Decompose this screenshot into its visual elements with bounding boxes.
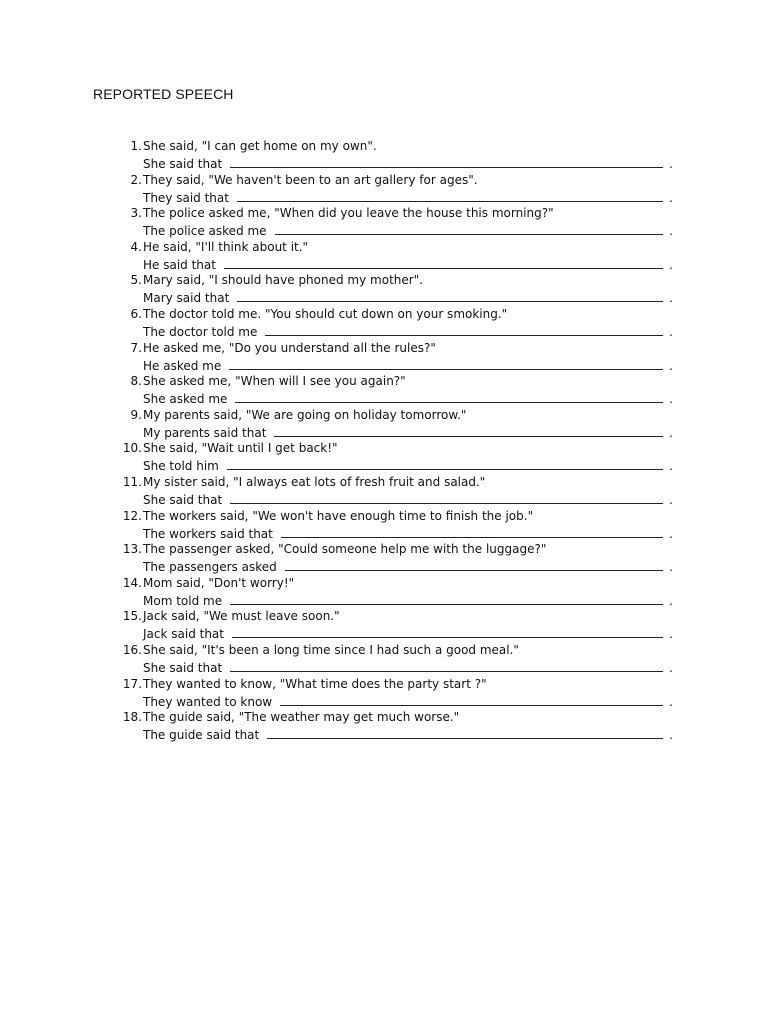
answer-blank[interactable] bbox=[274, 424, 663, 437]
answer-row bbox=[143, 525, 673, 541]
direct-speech-sentence: The doctor told me. "You should cut down on your smoking." bbox=[143, 306, 508, 321]
answer-blank[interactable] bbox=[227, 457, 663, 470]
answer-stem: She said that bbox=[143, 157, 223, 171]
exercise-item bbox=[118, 339, 678, 373]
answer-stem: They wanted to know bbox=[143, 694, 273, 709]
answer-period: . bbox=[669, 358, 673, 373]
answer-row bbox=[143, 558, 673, 574]
item-number: 2. bbox=[130, 172, 142, 187]
item-number: 8. bbox=[130, 374, 142, 389]
direct-speech-sentence: She said, "It's been a long time since I had such a good meal." bbox=[143, 642, 519, 657]
item-number: 5. bbox=[130, 273, 142, 288]
item-number: 7. bbox=[130, 340, 142, 355]
exercise-item bbox=[118, 708, 678, 742]
answer-stem: The doctor told me bbox=[143, 324, 258, 339]
answer-blank[interactable] bbox=[281, 525, 663, 538]
direct-speech-sentence: She said, "Wait until I get back!" bbox=[143, 441, 338, 456]
direct-speech-sentence: They said, "We haven't been to an art gallery for ages". bbox=[143, 172, 478, 187]
answer-blank[interactable] bbox=[237, 289, 663, 302]
answer-stem: Jack said that bbox=[143, 627, 224, 642]
answer-period: . bbox=[669, 425, 673, 440]
answer-blank[interactable] bbox=[275, 222, 664, 235]
direct-speech-sentence: My parents said, "We are going on holiday tomorrow." bbox=[143, 407, 467, 422]
direct-speech-sentence: Mary said, "I should have phoned my mother". bbox=[143, 273, 424, 288]
item-number: 14. bbox=[122, 575, 142, 590]
exercise-item bbox=[118, 171, 678, 205]
answer-stem: The workers said that bbox=[143, 526, 273, 541]
direct-speech-sentence: Mom said, "Don't worry!" bbox=[143, 575, 295, 590]
item-number: 4. bbox=[130, 239, 142, 254]
answer-row bbox=[143, 357, 673, 373]
answer-row bbox=[143, 390, 673, 406]
direct-speech-sentence: The police asked me, "When did you leave the house this morning?" bbox=[143, 206, 554, 221]
answer-period: . bbox=[669, 224, 673, 239]
answer-stem: He asked me bbox=[143, 358, 222, 373]
item-number: 3. bbox=[130, 206, 142, 221]
answer-stem: Mary said that bbox=[143, 291, 230, 306]
answer-blank[interactable] bbox=[267, 726, 663, 739]
answer-blank[interactable] bbox=[237, 189, 663, 202]
item-number: 15. bbox=[122, 609, 142, 624]
exercise-item bbox=[118, 137, 678, 171]
item-number: 10. bbox=[122, 441, 142, 456]
answer-row bbox=[143, 457, 673, 473]
answer-row bbox=[143, 592, 673, 608]
answer-period: . bbox=[669, 560, 673, 575]
answer-period: . bbox=[669, 257, 673, 272]
answer-period: . bbox=[669, 291, 673, 306]
direct-speech-sentence: Jack said, "We must leave soon." bbox=[143, 609, 340, 624]
answer-blank[interactable] bbox=[224, 256, 663, 269]
answer-stem: Mom told me bbox=[143, 593, 223, 608]
answer-period: . bbox=[669, 459, 673, 474]
answer-period: . bbox=[669, 660, 673, 675]
answer-period: . bbox=[669, 492, 673, 507]
answer-period: . bbox=[669, 593, 673, 608]
answer-stem: He said that bbox=[143, 257, 216, 272]
page-title: REPORTED SPEECH bbox=[93, 86, 234, 102]
answer-stem: She said that bbox=[143, 660, 223, 675]
direct-speech-sentence: The guide said, "The weather may get much worse." bbox=[143, 710, 460, 725]
answer-row bbox=[143, 323, 673, 339]
exercise-item bbox=[118, 473, 678, 507]
answer-period: . bbox=[669, 627, 673, 642]
exercise-item bbox=[118, 540, 678, 574]
answer-blank[interactable] bbox=[230, 592, 663, 605]
answer-period: . bbox=[669, 157, 673, 171]
exercise-item bbox=[118, 238, 678, 272]
answer-period: . bbox=[669, 728, 673, 743]
answer-row bbox=[143, 155, 673, 171]
item-number: 12. bbox=[122, 508, 142, 523]
exercise-item bbox=[118, 641, 678, 675]
direct-speech-sentence: She asked me, "When will I see you again?" bbox=[143, 374, 406, 389]
answer-period: . bbox=[669, 392, 673, 407]
exercise-item bbox=[118, 204, 678, 238]
answer-stem: She told him bbox=[143, 459, 219, 474]
exercise-item bbox=[118, 607, 678, 641]
answer-stem: The guide said that bbox=[143, 728, 260, 743]
answer-stem: They said that bbox=[143, 190, 229, 205]
exercise-item bbox=[118, 271, 678, 305]
answer-row bbox=[143, 726, 673, 742]
answer-period: . bbox=[669, 526, 673, 541]
answer-blank[interactable] bbox=[229, 357, 663, 370]
exercise-item bbox=[118, 574, 678, 608]
answer-row bbox=[143, 693, 673, 709]
answer-blank[interactable] bbox=[232, 625, 663, 638]
answer-stem: She asked me bbox=[143, 392, 228, 407]
item-number: 17. bbox=[122, 676, 142, 691]
item-number: 11. bbox=[122, 474, 142, 489]
item-number: 13. bbox=[122, 542, 142, 557]
direct-speech-sentence: They wanted to know, "What time does the party start ?" bbox=[143, 676, 487, 691]
direct-speech-sentence: The passenger asked, "Could someone help me with the luggage?" bbox=[143, 542, 547, 557]
answer-stem: The passengers asked bbox=[143, 560, 277, 575]
answer-blank[interactable] bbox=[265, 323, 663, 336]
exercise-item bbox=[118, 372, 678, 406]
direct-speech-sentence: She said, "I can get home on my own". bbox=[143, 139, 377, 153]
direct-speech-sentence: He asked me, "Do you understand all the rules?" bbox=[143, 340, 436, 355]
answer-row bbox=[143, 256, 673, 272]
answer-row bbox=[143, 189, 673, 205]
answer-row bbox=[143, 424, 673, 440]
answer-row bbox=[143, 659, 673, 675]
answer-row bbox=[143, 625, 673, 641]
exercise-item bbox=[118, 406, 678, 440]
exercise-item bbox=[118, 439, 678, 473]
answer-row bbox=[143, 491, 673, 507]
answer-blank[interactable] bbox=[235, 390, 663, 403]
exercise-list bbox=[118, 137, 678, 742]
item-number: 16. bbox=[122, 642, 142, 657]
exercise-item bbox=[118, 507, 678, 541]
item-number: 6. bbox=[130, 306, 142, 321]
answer-blank[interactable] bbox=[230, 659, 663, 672]
direct-speech-sentence: The workers said, "We won't have enough time to finish the job." bbox=[143, 508, 534, 523]
item-number: 9. bbox=[130, 407, 142, 422]
answer-row bbox=[143, 289, 673, 305]
answer-stem: My parents said that bbox=[143, 425, 267, 440]
item-number: 1. bbox=[130, 139, 142, 153]
answer-blank[interactable] bbox=[230, 155, 663, 168]
answer-blank[interactable] bbox=[285, 558, 663, 571]
direct-speech-sentence: My sister said, "I always eat lots of fresh fruit and salad." bbox=[143, 474, 486, 489]
answer-period: . bbox=[669, 190, 673, 205]
item-number: 18. bbox=[122, 710, 142, 725]
answer-stem: The police asked me bbox=[143, 224, 267, 239]
answer-row bbox=[143, 222, 673, 238]
exercise-item bbox=[118, 305, 678, 339]
exercise-item bbox=[118, 675, 678, 709]
answer-period: . bbox=[669, 694, 673, 709]
answer-blank[interactable] bbox=[280, 693, 663, 706]
answer-period: . bbox=[669, 324, 673, 339]
answer-stem: She said that bbox=[143, 492, 223, 507]
answer-blank[interactable] bbox=[230, 491, 663, 504]
direct-speech-sentence: He said, "I'll think about it." bbox=[143, 239, 309, 254]
